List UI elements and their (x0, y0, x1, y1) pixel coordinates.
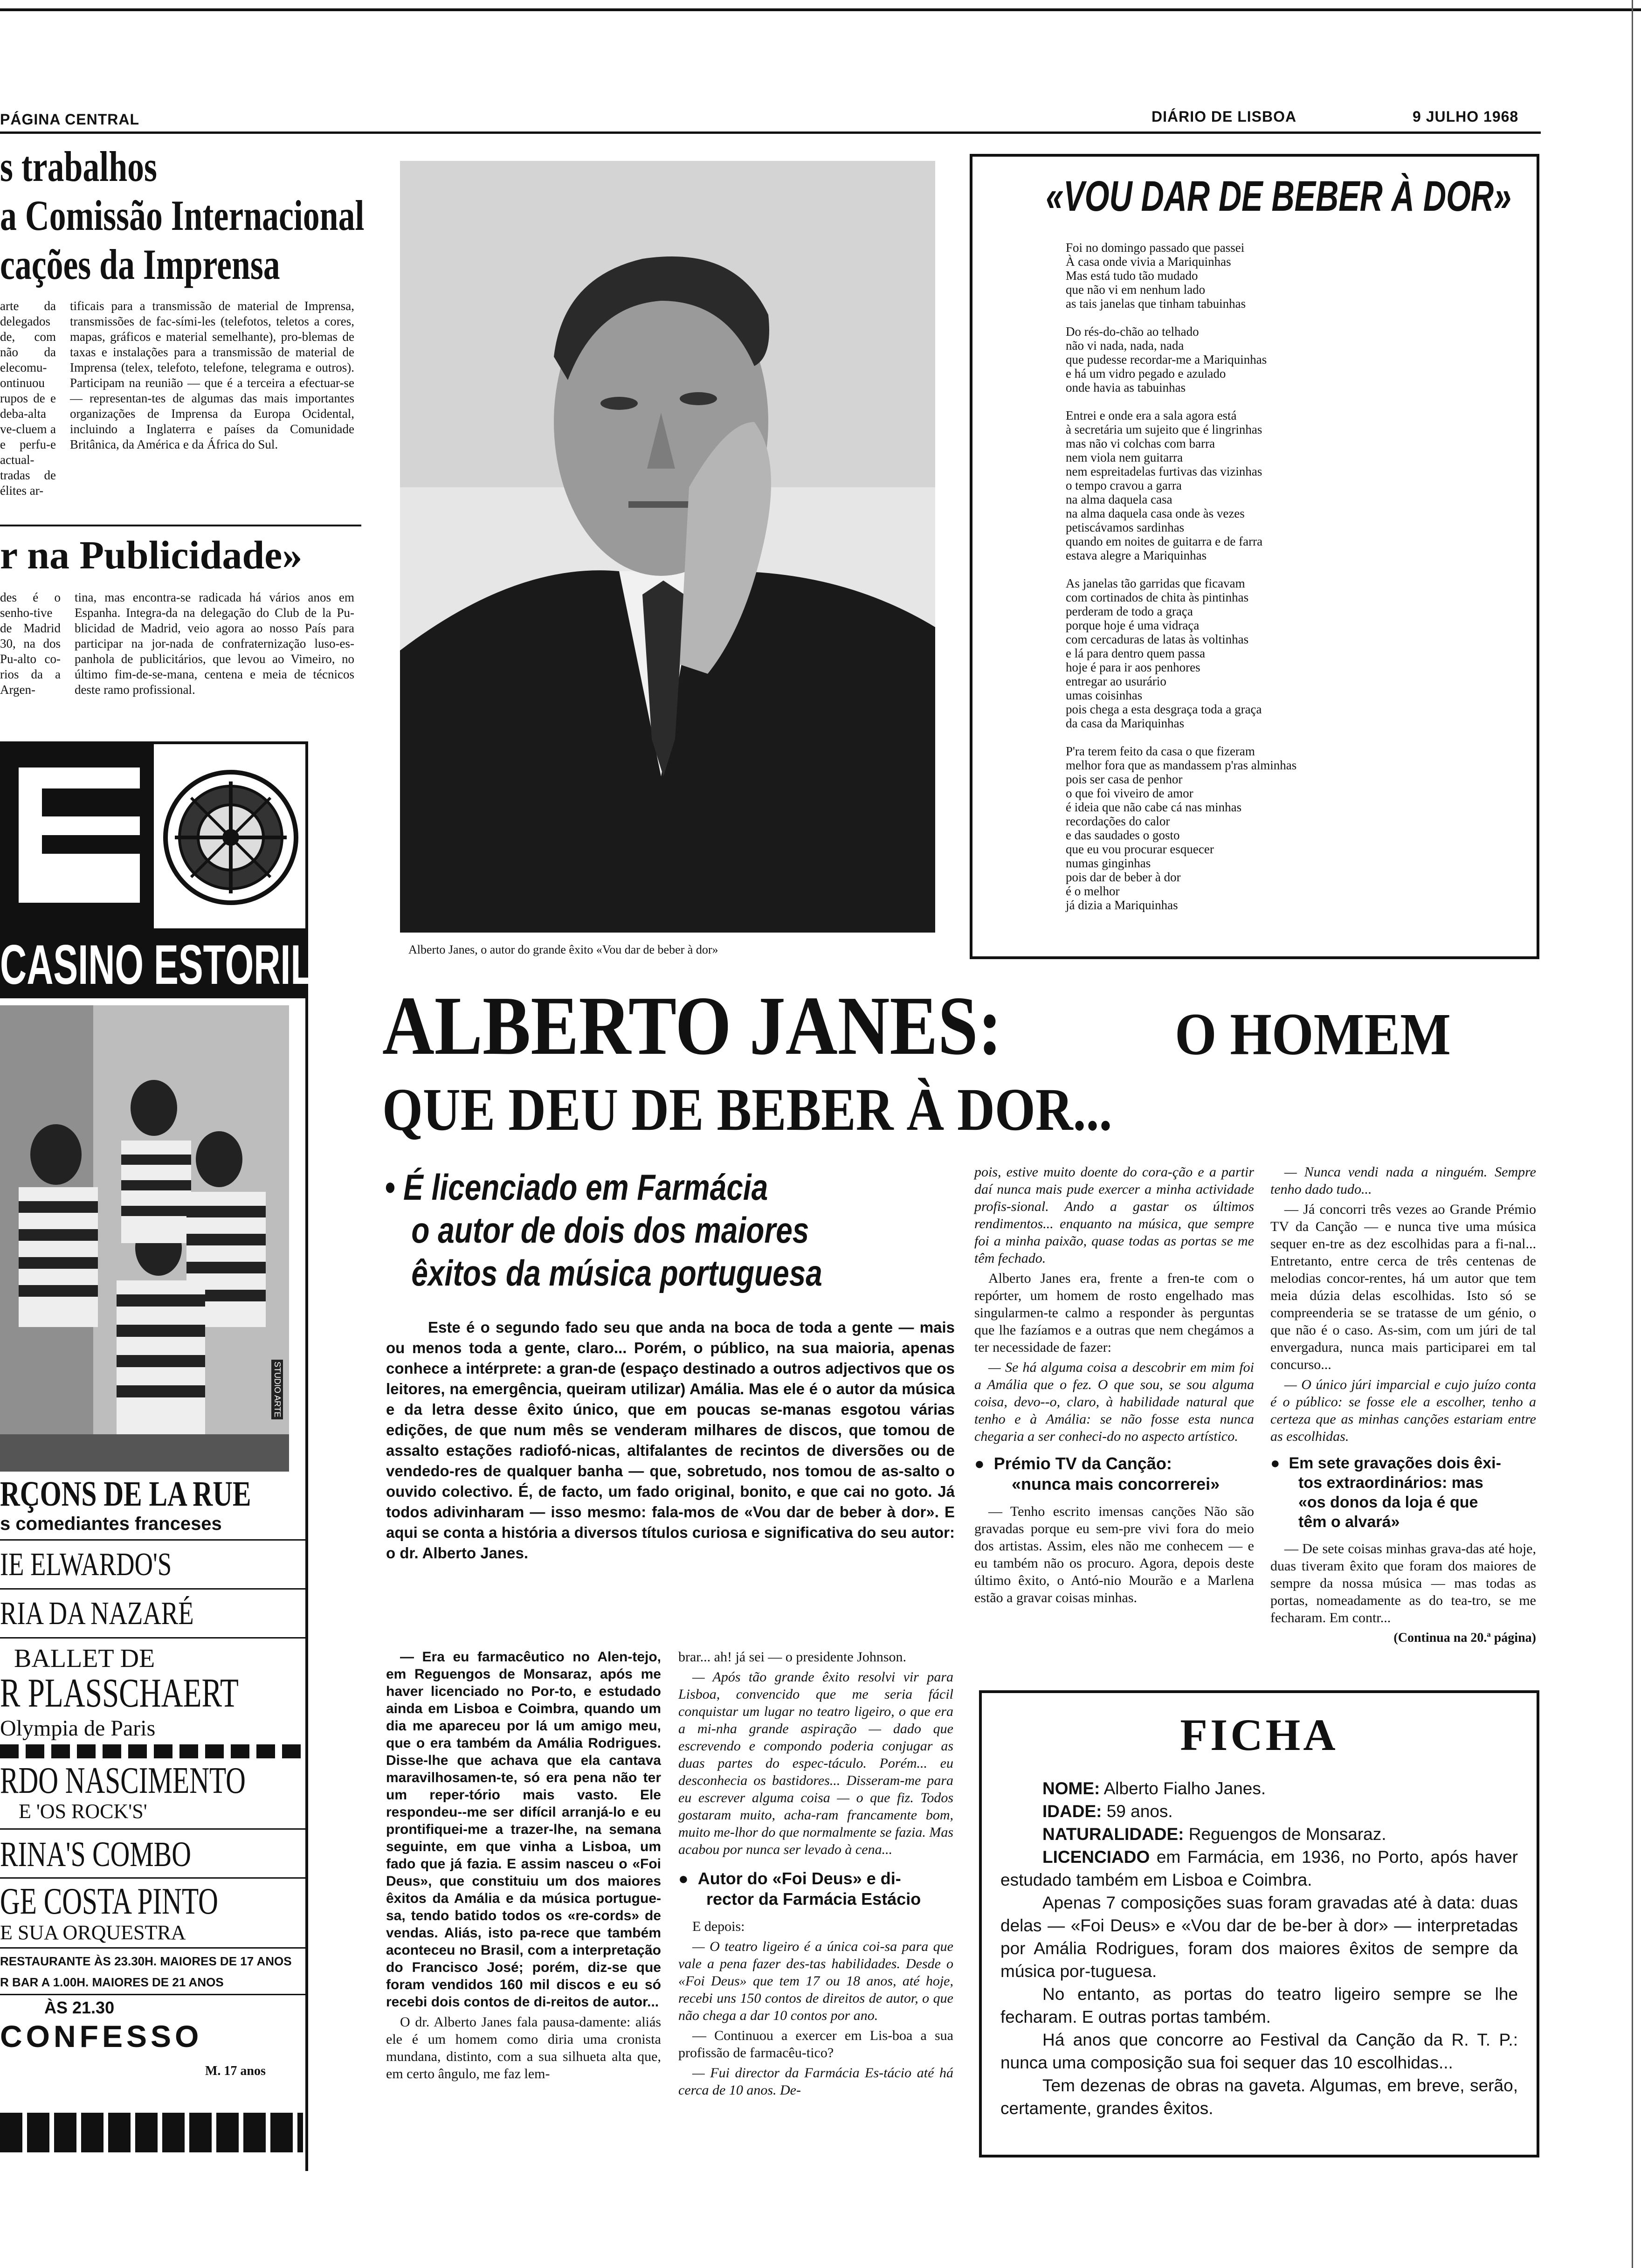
bullet-heading-4: ● Em sete gravações dois êxi- tos extraordinários: mas «os donos da loja é que têm o alvará» (1270, 1454, 1501, 1531)
body-paragraph: — O único júri imparcial e cujo juízo conta é o público: se fosse ele a escolher, tenho a certeza que as minhas canções estariam entre as escolhidas. (1270, 1377, 1536, 1444)
poem-lyrics (1066, 241, 1296, 926)
ficha-title: FICHA (1180, 1710, 1338, 1760)
body-paragraph: — Tenho escrito imensas canções Não são gravadas porque eu sem-pre vivi fora do meio dos artistas. Assim, eles não me conhecem — e eu também não os procuro. Agora, depois deste último êxito, o Antó-nio Mourão e a Marlena estão a gravar coisas minhas. (974, 1504, 1254, 1605)
show-olympia: Olympia de Paris (0, 1716, 156, 1741)
casino-logo (0, 744, 154, 928)
dancers-photo (0, 1005, 289, 1472)
divider (0, 1947, 305, 1949)
ficha-paragraph: Apenas 7 composições suas foram gravadas até à data: duas delas — «Foi Deus» e «Vou dar de be-ber à dor» — interpretadas por Amália Rodrigues, foram dos maiores êxitos de sempre da música por-tuguesa. (1000, 1893, 1518, 1981)
show-combo: RINA'S COMBO (0, 1835, 191, 1874)
poem-stanza: Do rés-do-chão ao telhado não vi nada, nada, nada que pudesse recordar-me a Mariquinhas e há um vidro pegado e azulado onde havia as tabuinhas (1066, 325, 1267, 394)
bullet-icon: • (385, 1167, 404, 1208)
show-orquestra: E SUA ORQUESTRA (0, 1921, 186, 1944)
body-paragraph: O dr. Alberto Janes fala pausa-damente: aliás ele é um homem como diria uma cronista mundana, distinto, com a sua silhueta alta que, em certo ângulo, me faz lem- (386, 2014, 661, 2081)
body-paragraph: — Já concorri três vezes ao Grande Prémio TV da Canção — e nunca tive uma música sequer en-tre as dez escolhidas para a fi-nal... Entretanto, entre cerca de três centenas de melodias concor-rentes, há um autor que tem meia dúzia delas escolhidas. Isto só se compreenderia se se tratasse de um génio, o que não é o caso. As-sim, com um júri de tal envergadura, nunca mais participarei em tal concurso... (1270, 1202, 1536, 1372)
left-article-col2: tificais para a transmissão de material de Imprensa, transmissões de fac-sími-les (telefotos, teletos a cores, mapas, gráficos e material semelhante), pro-blemas de taxas e instalações para a transmissão de material de Imprensa (telex, telefoto, telefone, telegrama e outros). Participam na reunião — que é a terceira a efectuar-se — representan-tes de algumas das mais importantes organizações de Imprensa da Europa Ocidental, incluindo a Inglaterra e países da Comunidade Britânica, da América e da África do Sul. (70, 299, 354, 451)
body-paragraph: — Nunca vendi nada a ninguém. Sempre tenho dado tudo... (1270, 1164, 1536, 1197)
left-article-col1: arte da delegados de, com não da elecomu-ontinuou rupos de e deba-alta ve-cluem a e perfu-e actual-tradas de élites ar- (0, 299, 56, 498)
body-paragraph: E depois: (692, 1919, 745, 1934)
divider (0, 1539, 305, 1541)
show-costa-pinto: GE COSTA PINTO (0, 1881, 218, 1922)
divider (0, 1744, 303, 1758)
divider (0, 1588, 305, 1590)
show-garcons: RÇONS DE LA RUE (0, 1474, 251, 1514)
divider (0, 2113, 303, 2152)
poem-stanza: P'ra terem feito da casa o que fizeram melhor fora que as mandassem p'ras alminhas pois ser casa de penhor o que foi viveiro de amor é ideia que não cabe cá nas minhas recordações do calor e das saudades o gosto que eu vou procurar esquecer numas ginginhas pois dar de beber à dor é o melhor já dizia a Mariquinhas (1066, 744, 1297, 912)
roulette-icon (161, 754, 301, 921)
body-column-2 (678, 1648, 953, 2102)
divider (0, 1828, 305, 1830)
header-rule (0, 131, 1541, 134)
divider (0, 525, 361, 526)
divider (0, 1877, 305, 1879)
body-column-4 (1270, 1163, 1536, 1646)
page-edge (1632, 0, 1633, 2268)
body-column-1 (386, 1648, 661, 2085)
film-title: CONFESSO (0, 2019, 203, 2054)
subhead-line3: êxitos da música portuguesa (411, 1252, 822, 1293)
bullet-icon: ● (678, 1869, 698, 1888)
headline-homem: O HOMEM (1175, 1001, 1451, 1067)
body-paragraph: — Continuou a exercer em Lis-boa a sua profissão de farmacêu-tico? (678, 2028, 953, 2061)
casino-name-band (0, 928, 313, 998)
body-paragraph: — Se há alguma coisa a descobrir em mim foi a Amália que o fez. O que sou, se sou alguma coisa, devo--o, claro, à habilidade natural que tenho e à Amália: se não fosse esta nunca chegaria a ser conheci-do no aspecto artístico. (974, 1360, 1254, 1444)
poem-title: «VOU DAR DE BEBER À DOR» (1046, 173, 1511, 220)
poem-stanza: Foi no domingo passado que passei À casa onde vivia a Mariquinhas Mas está tudo tão mudado que não vi em nenhum lado as tais janelas que tinham tabuinhas (1066, 241, 1246, 311)
film-rating: M. 17 anos (205, 2064, 266, 2078)
ficha-paragraph: Há anos que concorre ao Festival da Canção da R. T. P.: nunca uma composição sua foi sequer das 10 escolhidas... (1000, 2030, 1518, 2072)
divider (0, 1994, 305, 1995)
body-paragraph: — O teatro ligeiro é a única coi-sa para que vale a pena fazer des-tas habilidades. Desde o «Foi Deus» que tem 17 ou 18 anos, até hoje, recebi uns 150 contos de direitos de autor, o que não chega a dar 10 contos por ano. (678, 1939, 953, 2023)
ficha-box (979, 1690, 1539, 2157)
show-elwardos: IE ELWARDO'S (0, 1547, 172, 1583)
section-label: PÁGINA CENTRAL (0, 111, 140, 128)
bullet-icon: ● (974, 1454, 994, 1473)
headline-name: ALBERTO JANES: (382, 979, 1002, 1072)
newspaper-name: DIÁRIO DE LISBOA (1151, 108, 1297, 125)
casino-name: CASINO ESTORIL (0, 933, 313, 996)
body-paragraph: — De sete coisas minhas grava-das até hoje, duas tiveram êxito que foram dos maiores de sempre da nossa música — mas todas as portas, nomeadamente as do tea-tro, se me fecharam. Em contr... (1270, 1541, 1536, 1625)
info-bar: R BAR A 1.00H. MAIORES DE 21 ANOS (0, 1975, 224, 1989)
show-ballet: BALLET DE (14, 1644, 155, 1673)
photo-caption: Alberto Janes, o autor do grande êxito «Vou dar de beber à dor» (408, 943, 718, 956)
info-restaurante: RESTAURANTE ÀS 23.30H. MAIORES DE 17 ANOS (0, 1954, 292, 1968)
lead-paragraph: Este é o segundo fado seu que anda na boca de toda a gente — mais ou menos toda a gente, claro... Porém, o público, na sua maioria, apenas conhece a intérprete: a gran-de (espaço destinado a outros adjectivos que os leitores, na emergência, queiram utilizar) Amália. Mas ele é o autor da música e da letra desse êxito único, que em poucas se-manas esgotou várias edições, de que num mês se venderam milhares de discos, que tomou de assalto estações radiofó-nicas, altifalantes de recintos de diversões ou de vendedo-res de qualquer banha — que, sobretudo, nos tomou de as-salto o ouvido colectivo. É, de facto, um fado original, bonito, e que cai no goto. Já todos adivinharam — isso mesmo: fala-mos de «Vou dar de beber à dor». E aqui se conta a história a diversos títulos curiosa e significativa do seu autor: o dr. Alberto Janes. (386, 1319, 955, 1562)
body-paragraph: — Fui director da Farmácia Es-tácio até há cerca de 10 anos. De- (678, 2065, 953, 2098)
bullet-icon: ● (1270, 1454, 1289, 1472)
ficha-paragraph: Tem dezenas de obras na gaveta. Algumas, em breve, serão, certamente, grandes êxitos. (1000, 2076, 1518, 2118)
poem-box (970, 154, 1539, 959)
body-paragraph: pois, estive muito doente do cora-ção e a partir daí nunca mais pude exercer a minha actividade profis-sional. Ando a gastar os últimos rendimentos... enquanto na música, que sempre foi a minha paixão, quase todas as portas se me têm fechado. (974, 1164, 1254, 1266)
poem-stanza: As janelas tão garridas que ficavam com cortinados de chita às pintinhas perderam de todo a graça porque hoje é uma vidraça com cercaduras de latas às voltinhas e lá para dentro quem passa hoje é para ir aos penhores entregar ao usurário umas coisinhas pois chega a esta desgraça toda a graça da casa da Mariquinhas (1066, 576, 1262, 730)
left-article-title: s trabalhos a Comissão Internacional cações da Imprensa (0, 143, 365, 288)
bullet-heading-2: ● Autor do «Foi Deus» e di- rector da Farmácia Estácio (678, 1869, 921, 1908)
body-paragraph: — Após tão grande êxito resolvi vir para Lisboa, convencido que me seria fácil conquistar um lugar no teatro ligeiro, o que era a mi-nha grande aspiração — dado que escrevendo e compondo poderia conjugar as duas partes do espec-táculo. Porém... eu desconhecia os bastidores... Disseram-me para eu escrever alguma coisa — o que fiz. Todos gostaram muito, acha-ram francamente bom, muito me-lhor do que normalmente se fazia. Mas acabou por nunca ser levado à cena... (678, 1669, 953, 1857)
show-plasschaert: R PLASSCHAERT (0, 1671, 239, 1716)
issue-date: 9 JULHO 1968 (1413, 108, 1519, 125)
show-nazare: RIA DA NAZARÉ (0, 1596, 194, 1632)
left-article2-title: r na Publicidade» (0, 532, 303, 577)
casino-ad (0, 741, 313, 2171)
photo-credit: STUDIO ARTE (271, 1360, 283, 1419)
subhead-line1: É licenciado em Farmácia (403, 1167, 768, 1208)
headline-line1 (382, 979, 1451, 1072)
divider (0, 1637, 305, 1639)
top-rule (0, 8, 1641, 11)
show-rocks: E 'OS ROCK'S' (19, 1800, 147, 1823)
show-garcons-sub: s comediantes franceses (0, 1514, 222, 1534)
headline-line2: QUE DEU DE BEBER À DOR... (382, 1076, 1112, 1143)
body-column-3 (974, 1163, 1254, 1609)
poem-stanza: Entrei e onde era a sala agora está à secretária um sujeito que é lingrinhas mas não vi colchas com barra nem viola nem guitarra nem espreitadelas furtivas das vizinhas o tempo cravou a garra na alma daquela casa na alma daquela casa onde às vezes petiscávamos sardinhas quando em noites de guitarra e de farra estava alegre a Mariquinhas (1066, 408, 1263, 562)
subhead (385, 1166, 918, 1294)
subhead-line2: o autor de dois dos maiores (411, 1210, 809, 1251)
left-article2-col2: tina, mas encontra-se radicada há vários anos em Espanha. Integra-da na delegação do Club de la Pu-blicidad de Madrid, veio agora ao nosso País para participar na jor-nada de confraternização luso-es-panhola de publicitários, que levou ao Vimeiro, no último fim-de-se-mana, centena e meia de técnicos deste ramo profissional. (75, 590, 354, 697)
left-article2-col1: des é o senho-tive de Madrid 30, na dos Pu-alto co-rios da a Argen- (0, 590, 61, 697)
bullet-heading-3: ● Prémio TV da Canção: «nunca mais concorrerei» (974, 1454, 1220, 1494)
continua-note: (Continua na 20.ª página) (1393, 1631, 1536, 1645)
ficha-content: NOME: Alberto Fialho Janes. IDADE: 59 anos. NATURALIDADE: Reguengos de Monsaraz. LICENCIADO em Farmácia, em 1936, no Porto, após haver estudado também em Lisboa e Coimbra. Apenas 7 composições suas foram gravadas até à data: duas delas — «Foi Deus» e «Vou dar de be-ber à dor» — interpretadas por Amália Rodrigues, foram dos maiores êxitos de sempre da música por-tuguesa. No entanto, as portas do teatro ligeiro sempre se lhe fecharam. E outras portas também. Há anos que concorre ao Festival da Canção da R. T. P.: nunca uma composição sua foi sequer das 10 escolhidas... Tem dezenas de obras na gaveta. Algumas, em breve, serão, certamente, grandes êxitos. (1000, 1777, 1518, 2120)
alberto-janes-photo (400, 161, 935, 933)
show-nascimento: RDO NASCIMENTO (0, 1760, 246, 1801)
body-paragraph: Alberto Janes era, frente a fren-te com o repórter, um homem de rosto engelhado mas singularmen-te calmo a responder às perguntas que lhe fazíamos e a outras que nem chegámos a ter necessidade de fazer: (974, 1271, 1254, 1355)
body-paragraph: brar... ah! já sei — o presidente Johnson. (678, 1649, 907, 1665)
film-time: ÀS 21.30 (44, 1998, 115, 2017)
ficha-paragraph: No entanto, as portas do teatro ligeiro sempre se lhe fecharam. E outras portas também. (1000, 1984, 1518, 2026)
body-paragraph: — Era eu farmacêutico no Alen-tejo, em Reguengos de Monsaraz, após me haver licenciado no Por-to, e estudado ainda em Lisboa e Coimbra, quando um dia me apareceu por lá um amigo meu, que o era também da Amália Rodrigues. Disse-lhe que achava que ela cantava maravilhosamen-te, só era pena não ter um reper-tório mais vasto. Ele respondeu--me ser difícil arranjá-lo e eu prontifiquei-me a trazer-lhe, na semana seguinte, em que vinha a Lisboa, um fado que já fazia. E assim nasceu o «Foi Deus», que constituiu um dos maiores êxitos da Amália e da música portugue-sa, tendo batido todos os «re-cords» de vendas. Aliás, isto pa-rece que também aconteceu no Brasil, com a interpretação do Francisco José; porém, diz-se que foram vendidos 160 mil discos e eu só recebi dois contos de di-reitos de autor... (386, 1649, 661, 2010)
